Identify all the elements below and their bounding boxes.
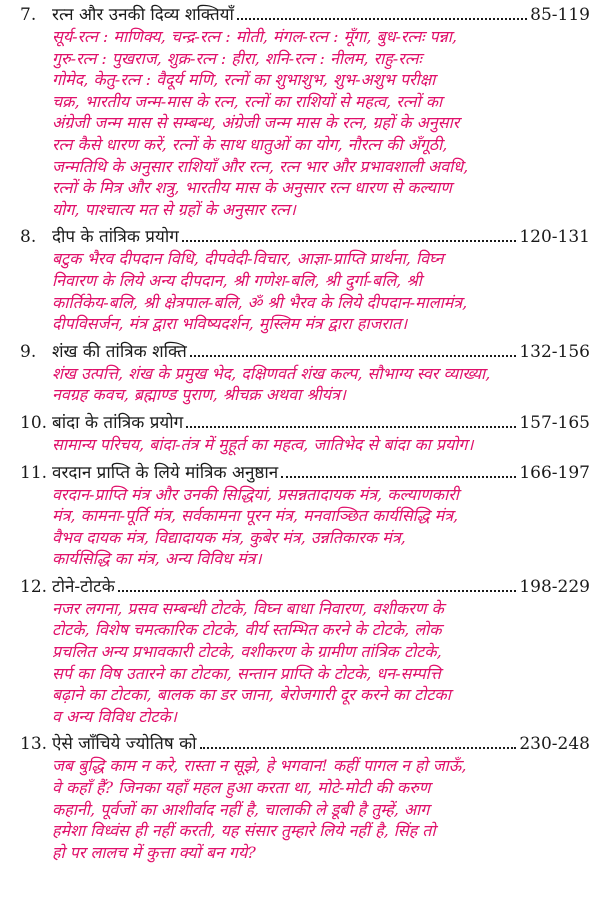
- entry-page-range: 166-197: [519, 462, 590, 483]
- dot-leader: [200, 747, 517, 749]
- description-line: गुरु-रत्न : पुखराज, शुक्र-रत्न : हीरा, शनि-रत्न : नीलम, राहु-रत्नः: [52, 48, 422, 68]
- description-line: चक्र, भारतीय जन्म-मास के रत्न, रत्नों का राशियों से महत्व, रत्नों का: [52, 91, 443, 111]
- description-line: रत्नों के मित्र और शत्रु, भारतीय मास के अनुसार रत्न धारण से कल्याण: [52, 178, 452, 198]
- entry-title: शंख की तांत्रिक शक्ति: [52, 341, 187, 362]
- description-line: सूर्य-रत्न : माणिक्य, चन्द्र-रत्न : मोती, मंगल-रत्न : मूँगा, बुध-रत्नः पन्ना,: [52, 27, 457, 46]
- description-line: गोमेद, केतु-रत्न : वैदूर्य मणि, रत्नों का शुभाशुभ, शुभ-अशुभ परीक्षा: [52, 70, 436, 90]
- description-line: जन्मतिथि के अनुसार राशियाँ और रत्न, रत्न भार और प्रभावशाली अवधि,: [52, 156, 469, 176]
- entry-heading: [20, 412, 590, 434]
- entry-page-range: 157-165: [519, 412, 590, 433]
- description-line: निवारण के लिये अन्य दीपदान, श्री गणेश-बलि, श्री दुर्गा-बलि, श्री: [52, 270, 422, 290]
- description-line: नवग्रह कवच, ब्रह्माण्ड पुराण, श्रीचक्र अथवा श्रीयंत्र।: [52, 385, 346, 405]
- entry-page-range: 230-248: [519, 734, 590, 755]
- entry-number: 7.: [20, 5, 37, 25]
- description-line: योग, पाश्चात्य मत से ग्रहों के अनुसार रत्न।: [52, 199, 296, 219]
- description-line: जब बुद्धि काम न करे, रास्ता न सूझे, हे भगवान! कहीं पागल न हो जाऊँ,: [52, 756, 467, 776]
- entry-page-range: 85-119: [530, 5, 590, 25]
- entry-number: 11.: [20, 462, 48, 483]
- toc-entry-9: [20, 341, 590, 406]
- dot-leader: [281, 476, 516, 478]
- description-line: बढ़ाने का टोटका, बालक का डर जाना, बेरोजगारी दूर करने का टोटका: [52, 685, 451, 705]
- entry-number: 13.: [20, 734, 48, 755]
- entry-description: [20, 248, 590, 334]
- entry-description: [20, 755, 590, 863]
- entry-heading: [20, 462, 590, 484]
- entry-title: टोने-टोटके: [52, 576, 115, 597]
- toc-entry-8: [20, 226, 590, 334]
- toc-entry-11: [20, 462, 590, 570]
- description-line: अंग्रेजी जन्म मास से सम्बन्ध, अंग्रेजी जन्म मास के रत्न, ग्रहों के अनुसार: [52, 113, 460, 133]
- entry-heading: [20, 733, 590, 755]
- description-line: शंख उत्पत्ति, शंख के प्रमुख भेद, दक्षिणवर्त शंख कल्प, सौभाग्य स्वर व्याख्या,: [52, 363, 491, 383]
- description-line: हमेशा विध्वंस ही नहीं करती, यह संसार तुम्हारे लिये नहीं है, सिंह तो: [52, 821, 436, 841]
- description-line: प्रचलित अन्य प्रभावकारी टोटके, वशीकरण के ग्रामीण तांत्रिक टोटके,: [52, 642, 442, 662]
- description-line: दीपविसर्जन, मंत्र द्वारा भविष्यदर्शन, मुस्लिम मंत्र द्वारा हाजरात।: [52, 314, 408, 334]
- entry-title: वरदान प्राप्ति के लिये मांत्रिक अनुष्ठान: [52, 462, 279, 483]
- dot-leader: [190, 355, 517, 357]
- dot-leader: [182, 240, 517, 242]
- description-line: कार्यसिद्धि का मंत्र, अन्य विविध मंत्र।: [52, 549, 262, 569]
- description-line: व अन्य विविध टोटके।: [52, 706, 177, 726]
- entry-page-range: 120-131: [519, 227, 590, 248]
- dot-leader: [237, 18, 527, 20]
- toc-entry-13: [20, 733, 590, 863]
- entry-description: [20, 484, 590, 570]
- description-line: मंत्र, कामना-पूर्ति मंत्र, सर्वकामना पूरन मंत्र, मनवाञ्छित कार्यसिद्धि मंत्र,: [52, 506, 459, 526]
- entry-number: 9.: [20, 341, 37, 362]
- entry-number: 8.: [20, 227, 37, 248]
- entry-heading: [20, 226, 590, 248]
- dot-leader: [186, 426, 516, 428]
- entry-number: 12.: [20, 576, 48, 597]
- entry-title: बांदा के तांत्रिक प्रयोग: [52, 412, 184, 433]
- description-line: रत्न कैसे धारण करें, रत्नों के साथ धातुओं का योग, नौरत्न की अँगूठी,: [52, 134, 448, 154]
- description-line: सामान्य परिचय, बांदा-तंत्र में मुहूर्त का महत्व, जातिभेद से बांदा का प्रयोग।: [52, 434, 474, 454]
- toc-entry-10: [20, 412, 590, 456]
- entry-page-range: 198-229: [519, 576, 590, 597]
- description-line: कहानी, पूर्वजों का आशीर्वाद नहीं है, चालाकी ले डूबी है तुम्हें, आग: [52, 799, 430, 819]
- entry-heading: [20, 4, 590, 26]
- entry-description: [20, 26, 590, 220]
- toc-entry-7: [20, 4, 590, 220]
- description-line: वे कहाँ हैं? जिनका यहाँ महल हुआ करता था, मोटे-मोटी की करुण: [52, 778, 431, 798]
- dot-leader: [118, 590, 517, 592]
- description-line: बटुक भैरव दीपदान विधि, दीपवेदी-विचार, आज्ञा-प्राप्ति प्रार्थना, विघ्न: [52, 249, 444, 269]
- description-line: टोटके, विशेष चमत्कारिक टोटके, वीर्य स्तम्भित करने के टोटके, लोक: [52, 620, 442, 640]
- entry-title: ऐसे जाँचिये ज्योतिष को: [52, 734, 197, 755]
- entry-page-range: 132-156: [519, 341, 590, 362]
- entry-title: रत्न और उनकी दिव्य शक्तियाँ: [52, 5, 234, 25]
- description-line: सर्प का विष उतारने का टोटका, सन्तान प्राप्ति के टोटके, धन-सम्पत्ति: [52, 663, 441, 683]
- description-line: वरदान-प्राप्ति मंत्र और उनकी सिद्धियां, प्रसन्नतादायक मंत्र, कल्याणकारी: [52, 484, 459, 504]
- toc-entry-12: [20, 576, 590, 728]
- entry-description: [20, 434, 590, 456]
- entry-description: [20, 363, 590, 406]
- entry-title: दीप के तांत्रिक प्रयोग: [52, 227, 179, 248]
- description-line: नजर लगना, प्रसव सम्बन्धी टोटके, विघ्न बाधा निवारण, वशीकरण के: [52, 598, 444, 618]
- description-line: कार्तिकेय-बलि, श्री क्षेत्रपाल-बलि, ॐ श्री भैरव के लिये दीपदान-मालामंत्र,: [52, 292, 468, 312]
- entry-heading: [20, 576, 590, 598]
- description-line: वैभव दायक मंत्र, विद्यादायक मंत्र, कुबेर मंत्र, उन्नतिकारक मंत्र,: [52, 527, 406, 547]
- description-line: हो पर लालच में कुत्ता क्यों बन गये?: [52, 842, 256, 862]
- entry-heading: [20, 341, 590, 363]
- entry-description: [20, 598, 590, 728]
- entry-number: 10.: [20, 412, 48, 433]
